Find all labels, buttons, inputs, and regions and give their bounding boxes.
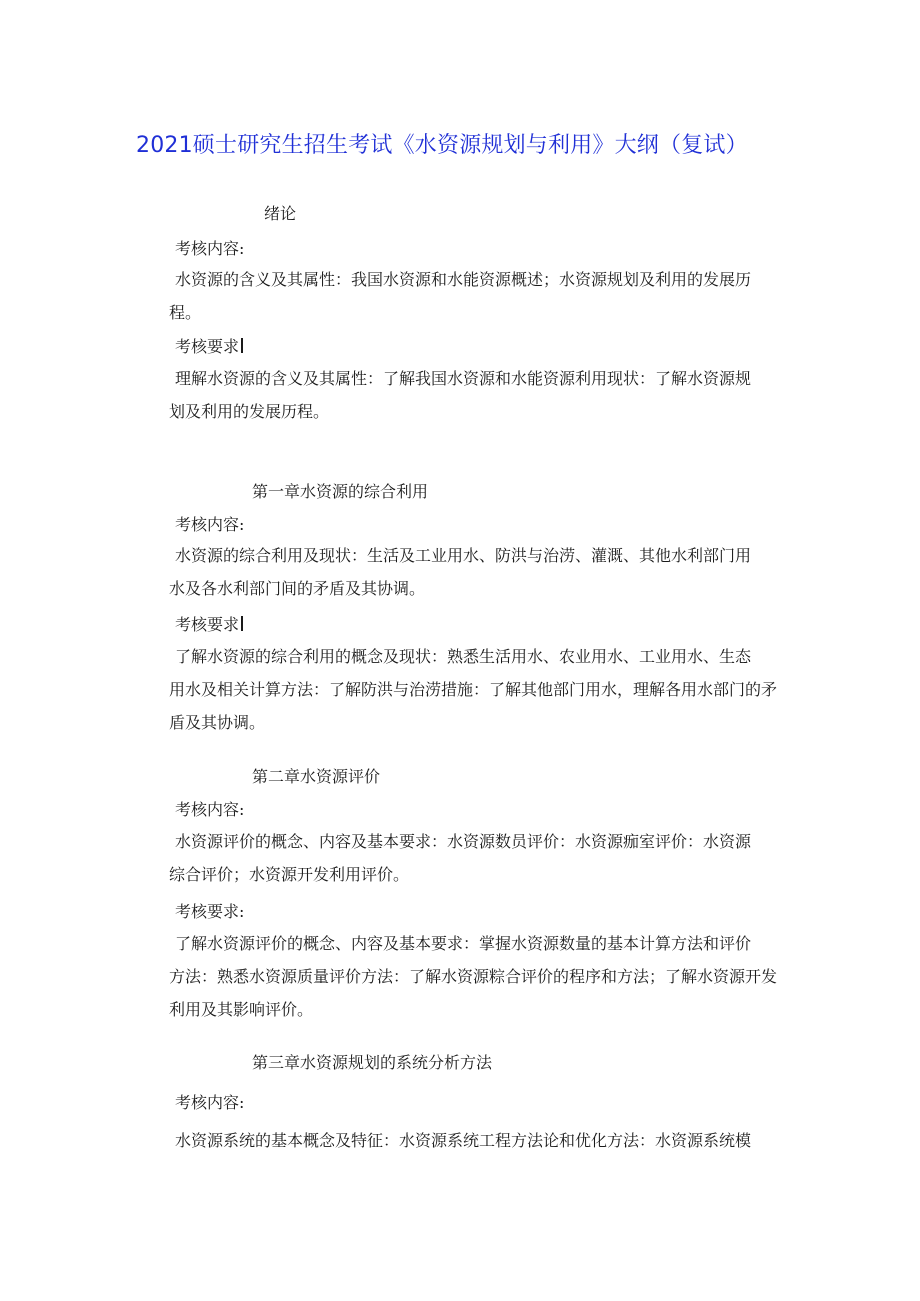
- intro-content-line-1: 水资源的含义及其属性：我国水资源和水能资源概述；水资源规划及利用的发展历: [175, 270, 752, 289]
- section-heading-ch1: 第一章水资源的综合利用: [252, 482, 429, 501]
- ch1-requirement-line-3: 盾及其协调。: [169, 713, 266, 732]
- ch2-requirement-line-1: 了解水资源评价的概念、内容及基本要求：掌握水资源数量的基本计算方法和评价: [175, 934, 752, 953]
- ch3-content-paragraph: [175, 1124, 787, 1157]
- ch1-requirement-paragraph: [169, 640, 787, 739]
- section-heading-intro: 绪论: [264, 204, 297, 223]
- ch2-content-line-2: 综合评价；水资源开发利用评价。: [169, 865, 410, 884]
- text-cursor-mark: [241, 616, 243, 631]
- intro-content-label: 考核内容:: [175, 239, 245, 258]
- intro-content-paragraph: [169, 263, 787, 329]
- intro-requirement-label: 考核要求: [175, 337, 240, 356]
- intro-requirement-paragraph: [169, 362, 787, 428]
- ch2-content-line-1: 水资源评价的概念、内容及基本要求：水资源数员评价：水资源痂室评价：水资源: [175, 832, 752, 851]
- ch3-content-label: 考核内容:: [175, 1093, 245, 1112]
- ch2-requirement-line-3: 利用及其影响评价。: [169, 1000, 314, 1019]
- ch2-content-paragraph: [169, 825, 787, 891]
- ch1-requirement-line-2: 用水及相关计算方法：了解防洪与治涝措施：了解其他部门用水，理解各用水部门的矛: [169, 680, 778, 699]
- ch1-requirement-label: 考核要求: [175, 615, 240, 634]
- ch1-requirement-line-1: 了解水资源的综合利用的概念及现状：熟悉生活用水、农业用水、工业用水、生态: [175, 647, 752, 666]
- ch1-content-label: 考核内容:: [175, 515, 245, 534]
- ch1-content-paragraph: [169, 539, 787, 605]
- document-title: 2021硕士研究生招生考试《水资源规划与利用》大纲（复试）: [136, 133, 748, 158]
- text-cursor-mark: [241, 338, 243, 353]
- ch1-content-line-1: 水资源的综合利用及现状：生活及工业用水、防洪与治涝、灌溉、其他水利部门用: [175, 546, 752, 565]
- ch1-requirement-label-wrap: [175, 612, 243, 635]
- ch2-requirement-label: 考核要求:: [175, 902, 245, 921]
- intro-requirement-label-wrap: [175, 334, 243, 357]
- intro-requirement-line-2: 划及利用的发展历程。: [169, 402, 330, 421]
- ch2-content-label: 考核内容:: [175, 800, 245, 819]
- section-heading-ch2: 第二章水资源评价: [252, 767, 381, 786]
- intro-content-line-2: 程。: [169, 303, 202, 322]
- ch2-requirement-line-2: 方法：熟悉水资源质量评价方法：了解水资源粽合评价的程序和方法；了解水资源开发: [169, 967, 778, 986]
- intro-requirement-line-1: 理解水资源的含义及其属性：了解我国水资源和水能资源利用现状：了解水资源规: [175, 369, 752, 388]
- ch1-content-line-2: 水及各水利部门间的矛盾及其协调。: [169, 579, 426, 598]
- ch3-content-line-1: 水资源系统的基本概念及特征：水资源系统工程方法论和优化方法：水资源系统模: [175, 1131, 752, 1150]
- section-heading-ch3: 第三章水资源规划的系统分析方法: [252, 1053, 493, 1072]
- ch2-requirement-paragraph: [169, 927, 787, 1026]
